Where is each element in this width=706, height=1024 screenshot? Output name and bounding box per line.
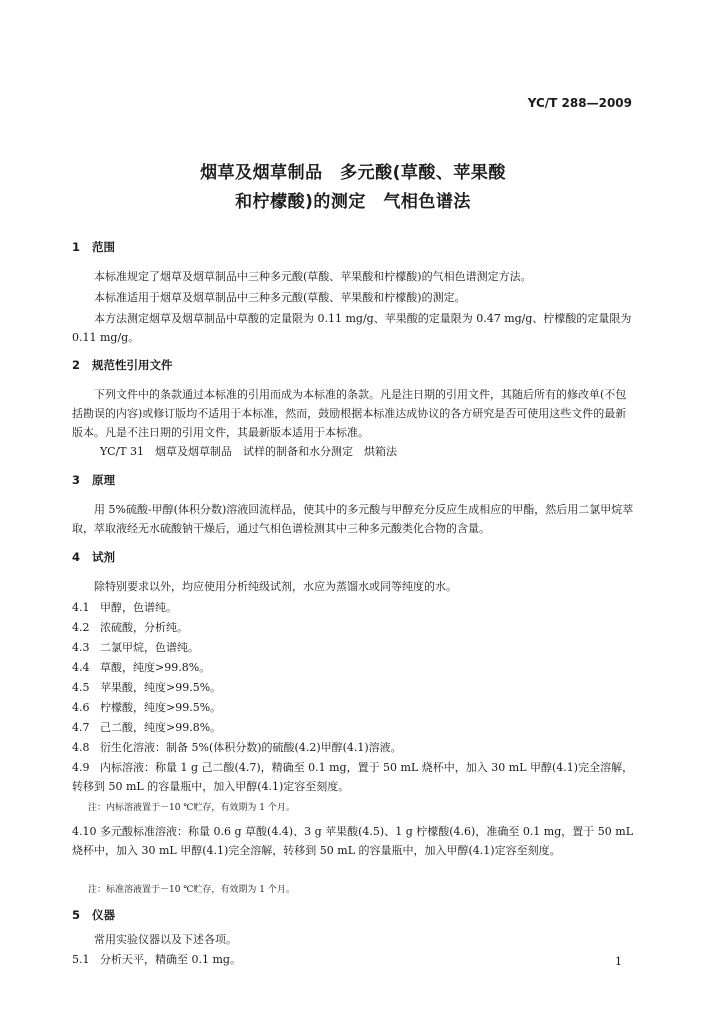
section-4 bbox=[72, 548, 634, 567]
section-heading: 4 试剂 bbox=[72, 550, 115, 564]
reagent-item: 4.3 二氯甲烷，色谱纯。 bbox=[72, 641, 199, 654]
section-2-para-1: 下列文件中的条款通过本标准的引用而成为本标准的条款。凡是注日期的引用文件，其随后所有的修改单(不包括勘误的内容)或修订版均不适用于本标准，然而，鼓励根据本标准达成协议的各方研究是否可使用这些文件的最新版本。凡是不注日期的引用文件，其最新版本适用于本标准。 bbox=[72, 388, 627, 439]
document-title-line-1: 烟草及烟草制品 多元酸(草酸、苹果酸 bbox=[200, 163, 506, 183]
reagent-item: 4.9 内标溶液：称量 1 g 己二酸(4.7)，精确至 0.1 mg，置于 50 mL 烧杯中，加入 30 mL 甲醇(4.1)完全溶解，转移到 50 mL 的容量瓶中，加入甲醇(4.1)定容至刻度。 bbox=[72, 761, 634, 793]
reagent-item: 4.5 苹果酸，纯度>99.5%。 bbox=[72, 681, 222, 694]
page-number: 1 bbox=[615, 955, 622, 968]
reagent-item: 4.4 草酸，纯度>99.8%。 bbox=[72, 661, 211, 674]
section-2 bbox=[72, 356, 634, 375]
section-heading: 3 原理 bbox=[72, 473, 115, 487]
section-4-para-1: 除特别要求以外，均应使用分析纯级试剂，水应为蒸馏水或同等纯度的水。 bbox=[94, 580, 457, 593]
reagent-item: 4.6 柠檬酸，纯度>99.5%。 bbox=[72, 701, 222, 714]
reagent-item: 4.2 浓硫酸，分析纯。 bbox=[72, 621, 188, 634]
section-1 bbox=[72, 238, 634, 257]
normative-reference: YC/T 31 烟草及烟草制品 试样的制备和水分测定 烘箱法 bbox=[100, 445, 398, 458]
note: 注：内标溶液置于－10 ℃贮存，有效期为 1 个月。 bbox=[88, 803, 295, 813]
note: 注：标准溶液置于－10 ℃贮存，有效期为 1 个月。 bbox=[88, 885, 295, 895]
section-heading: 1 范围 bbox=[72, 240, 115, 254]
section-3-para-1: 用 5%硫酸-甲醇(体积分数)溶液回流样品，使其中的多元酸与甲醇充分反应生成相应的甲酯，然后用二氯甲烷萃取，萃取液经无水硫酸钠干燥后，通过气相色谱检测其中三种多元酸类化合物的含量。 bbox=[72, 503, 634, 535]
section-3 bbox=[72, 471, 634, 490]
instrument-item: 5.1 分析天平，精确至 0.1 mg。 bbox=[72, 953, 241, 966]
reagent-item: 4.7 己二酸，纯度>99.8%。 bbox=[72, 721, 222, 734]
standard-code: YC/T 288—2009 bbox=[527, 96, 632, 110]
section-5-para-1: 常用实验仪器以及下述各项。 bbox=[94, 933, 237, 946]
section-1-para-2: 本标准适用于烟草及烟草制品中三种多元酸(草酸、苹果酸和柠檬酸)的测定。 bbox=[94, 291, 466, 304]
section-1-para-1: 本标准规定了烟草及烟草制品中三种多元酸(草酸、苹果酸和柠檬酸)的气相色谱测定方法。 bbox=[94, 270, 532, 283]
section-1-para-3: 本方法测定烟草及烟草制品中草酸的定量限为 0.11 mg/g、苹果酸的定量限为 0.47 mg/g、柠檬酸的定量限为 0.11 mg/g。 bbox=[72, 312, 632, 344]
reagent-item: 4.8 衍生化溶液：制备 5%(体积分数)的硫酸(4.2)甲醇(4.1)溶液。 bbox=[72, 741, 402, 754]
document-title-line-2: 和柠檬酸)的测定 气相色谱法 bbox=[235, 192, 471, 212]
section-5 bbox=[72, 906, 634, 925]
reagent-item: 4.10 多元酸标准溶液：称量 0.6 g 草酸(4.4)、3 g 苹果酸(4.5)、1 g 柠檬酸(4.6)，准确至 0.1 mg，置于 50 mL 烧杯中，加入 30 mL 甲醇(4.1)完全溶解，转移到 50 mL 的容量瓶中，加入甲醇(4.1)定容至刻度。 bbox=[72, 825, 634, 857]
reagent-item: 4.1 甲醇，色谱纯。 bbox=[72, 601, 177, 614]
section-heading: 5 仪器 bbox=[72, 908, 115, 922]
section-heading: 2 规范性引用文件 bbox=[72, 358, 173, 372]
